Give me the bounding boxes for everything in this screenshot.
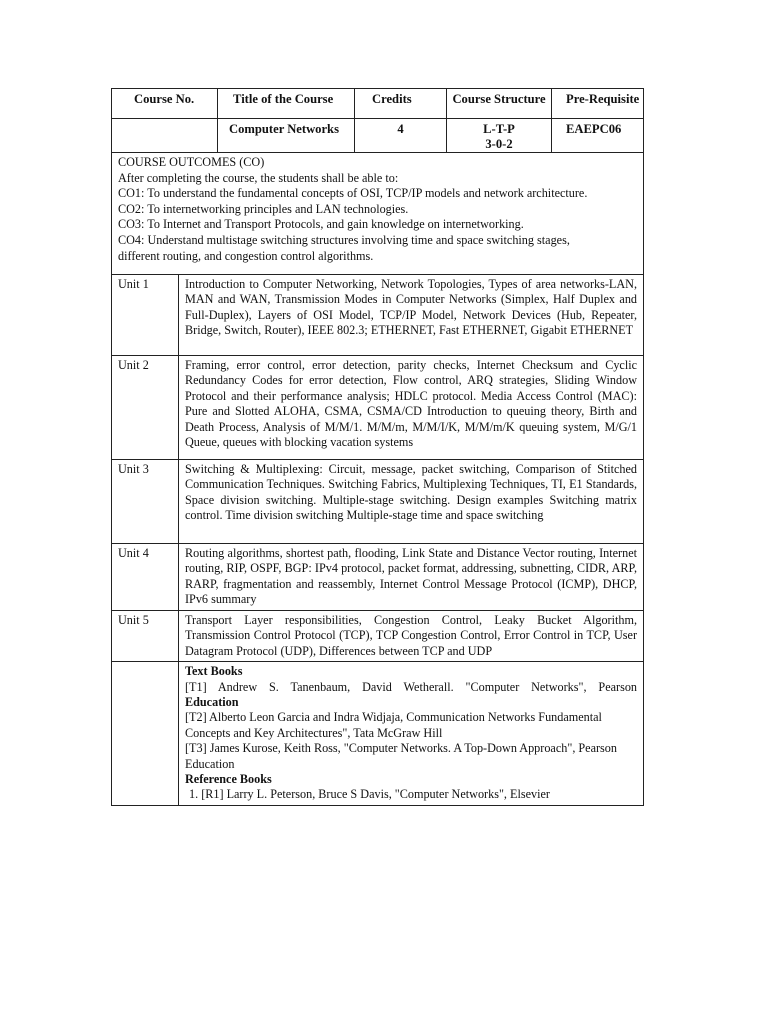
- course-table: [111, 88, 644, 806]
- header-prereq: Pre-Requisite: [552, 89, 644, 119]
- unit-label: Unit 3: [112, 460, 179, 544]
- course-row: [112, 119, 644, 153]
- course-credits-value: 4: [355, 119, 447, 153]
- outcome-co2: CO2: To internetworking principles and LAN technologies.: [118, 201, 409, 216]
- text-book-t1: [T1] Andrew S. Tanenbaum, David Wetherall. "Computer Networks", Pearson: [185, 679, 638, 694]
- course-prereq-value: EAEPC06: [552, 119, 644, 153]
- outcome-co1: CO1: To understand the fundamental concepts of OSI, TCP/IP models and network architecture.: [118, 186, 588, 201]
- unit-label: Unit 2: [112, 356, 179, 460]
- outcome-co4-line-1: CO4: Understand multistage switching structures involving time and space switching stages,: [118, 232, 570, 247]
- books-row: [112, 662, 644, 806]
- unit-label: Unit 5: [112, 611, 179, 662]
- course-structure-value: [447, 119, 552, 153]
- reference-books-heading: Reference Books: [185, 772, 272, 787]
- unit-row: [112, 275, 644, 356]
- books-section: [179, 662, 644, 806]
- course-no-value: [112, 119, 218, 153]
- unit-label: Unit 1: [112, 275, 179, 356]
- unit-content: Routing algorithms, shortest path, flooding, Link State and Distance Vector routing, Internet routing, RIP, OSPF, BGP: IPv4 protocol, packet format, addressing, subnetting, CIDR, ARP, RARP, fragmentation and reassembly, Internet Control Message Protocol (ICMP), DHCP, IPv6 summary: [179, 544, 644, 611]
- outcomes-heading: COURSE OUTCOMES (CO): [118, 155, 265, 169]
- outcomes-row: [112, 153, 644, 275]
- header-structure: Course Structure: [447, 89, 552, 119]
- outcome-co3: CO3: To Internet and Transport Protocols, and gain knowledge on internetworking.: [118, 217, 524, 232]
- text-book-t3: [T3] James Kurose, Keith Ross, "Computer Networks. A Top-Down Approach", Pearson Education: [185, 741, 617, 771]
- unit-label: Unit 4: [112, 544, 179, 611]
- books-label-cell: [112, 662, 179, 806]
- unit-row: [112, 611, 644, 662]
- text-books-heading: Text Books: [185, 664, 243, 679]
- outcomes-intro: After completing the course, the students shall be able to:: [118, 170, 399, 185]
- structure-line-2: 3-0-2: [485, 137, 513, 151]
- header-row: [112, 89, 644, 119]
- unit-content: Transport Layer responsibilities, Congestion Control, Leaky Bucket Algorithm, Transmission Control Protocol (TCP), TCP Congestion Control, Error Control in TCP, User Datagram Protocol (UDP), Differences between TCP and UDP: [179, 611, 644, 662]
- unit-content: Introduction to Computer Networking, Network Topologies, Types of area networks-LAN, MAN and WAN, Transmission Modes in Computer Networks (Simplex, Half Duplex and Full-Duplex), Layers of OSI Model, TCP/IP Model, Network Devices (Hub, Repeater, Bridge, Switch, Router), IEEE 802.3; ETHERNET, Fast ETHERNET, Gigabit ETHERNET: [179, 275, 644, 356]
- reference-book-r1: 1. [R1] Larry L. Peterson, Bruce S Davis, "Computer Networks", Elsevier: [189, 787, 550, 802]
- header-title: Title of the Course: [218, 89, 355, 119]
- unit-row: [112, 544, 644, 611]
- text-book-t1-publisher: Education: [185, 695, 239, 710]
- text-book-t2: [T2] Alberto Leon Garcia and Indra Widjaja, Communication Networks Fundamental Concepts and Key Architectures", Tata McGraw Hill: [185, 710, 602, 740]
- unit-row: [112, 356, 644, 460]
- course-title-value: Computer Networks: [218, 119, 355, 153]
- header-credits: Credits: [355, 89, 447, 119]
- unit-content: Framing, error control, error detection, parity checks, Internet Checksum and Cyclic Redundancy Codes for error detection, Flow control, ARQ strategies, Sliding Window Protocol and their performance analysis; HDLC protocol. Media Access Control (MAC): Pure and Slotted ALOHA, CSMA, CSMA/CD Introduction to queuing theory, Birth and Death Process, Analysis of M/M/1. M/M/m, M/M/I/K, M/M/m/K queuing system, M/G/1 Queue, queues with blocking vacation systems: [179, 356, 644, 460]
- structure-line-1: L-T-P: [483, 122, 515, 136]
- header-course-no: Course No.: [112, 89, 218, 119]
- unit-row: [112, 460, 644, 544]
- course-document: [111, 88, 643, 806]
- outcome-co4-line-2: different routing, and congestion control algorithms.: [118, 248, 374, 263]
- unit-content: Switching & Multiplexing: Circuit, message, packet switching, Comparison of Stitched Communication Techniques. Switching Fabrics, Multiplexing Techniques, TI, E1 Standards, Space division switching. Multiple-stage switching. Design examples Switching matrix control. Time division switching Multiple-stage time and space switching: [179, 460, 644, 544]
- course-outcomes: [112, 153, 644, 275]
